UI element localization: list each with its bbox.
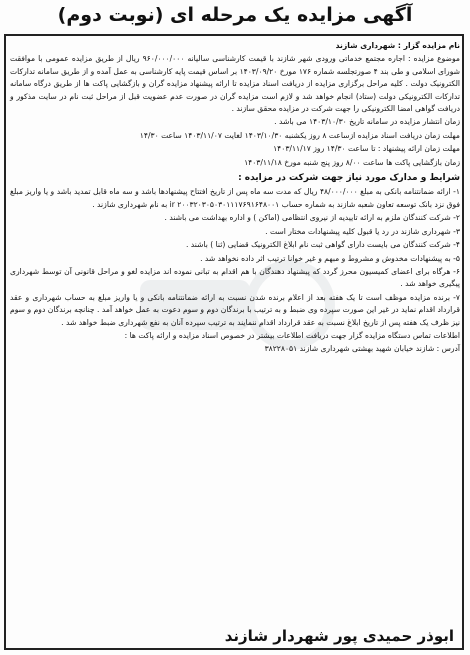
condition-item: ۳- شهرداری شازند در رد یا قبول کلیه پیشنهادات مختار است . xyxy=(265,226,460,236)
subject-paragraph: موضوع مزایده : اجاره مجتمع خدماتی ورودی شهر شازند با قیمت کارشناسی سالیانه ۹۶۰/۰۰۰/۰۰۰ ریال از طریق مزایده عمومی با موافقت شورای اسلامی و طی بند ۴ صورتجلسه شماره ۱۷۶ مورخ ۱۴۰۳/۰۹/۲۰ بر اساس قیمت پایه کارشناسی به عمل آمده و از طریق سامانه تدارکات الکترونیک دولت . کلیه مراحل برگزاری مزایده از دریافت اسناد مزایده تا ارائه پیشنهاد مزایده گران و بازگشایی پاکت ها از طریق درگاه سامانه تدارکات الکترونیکی دولت (ستاد) انجام خواهد شد و لازم است مزایده گران در صورت عدم عضویت قبل از مراحل ثبت نام در سایت مذکور و دریافت گواهی امضا الکترونیکی را جهت شرکت در مزایده محقق سازند . xyxy=(10,54,461,114)
conditions-heading: شرایط و مدارک مورد نیاز جهت شرکت در مزایده : xyxy=(238,173,460,184)
condition-item: ۶- هرگاه برای اعضای کمیسیون محرز گردد که پیشنهاد دهندگان با هم اقدام به تبانی نموده اند مزایده لغو و مراحل قانونی آن توسط شهرداری پیگیری خواهد شد . xyxy=(10,266,460,289)
condition-item: ۱- ارائه ضمانتنامه بانکی به مبلغ ۴۸/۰۰۰/۰۰۰ ریال که مدت سه ماه پس از تاریخ افتتاح پیشنهادها باشد و سه ماه قابل تمدید باشد و یا واریز مبلغ فوق نزد بانک توسعه تعاون شعبه شازند به شماره حساب ir ۲۰۰۳۲۰۳۰۵۰۳۰۱۱۱۷۶۹۱۶۴۸۰۰۱ به نام شهرداری شازند . xyxy=(10,187,460,209)
announcement-body xyxy=(10,40,460,357)
contact-line: اطلاعات تماس دستگاه مزایده گزار جهت دریافت اطلاعات بیشتر در خصوص اسناد مزایده و ارائه پاکت ها : xyxy=(124,330,460,340)
condition-item: ۴- شرکت کنندگان می بایست دارای گواهی ثبت نام ابلاغ الکترونیک قضایی (ثنا ) باشند . xyxy=(185,240,460,250)
address-line: آدرس : شازند خیابان شهید بهشتی شهرداری شازند ۳۸۲۲۸۰۵۱ xyxy=(264,344,460,354)
offer-deadline-line: مهلت زمان ارائه پیشنهاد : تا ساعت ۱۴/۳۰ روز ۱۴۰۳/۱۱/۱۷ xyxy=(273,144,460,154)
condition-item: ۲- شرکت کنندگان ملزم به ارائه تاییدیه از نیروی انتظامی (اماکن ) و اداره بهداشت می باشند . xyxy=(164,213,460,223)
page-title: آگهی مزایده یک مرحله ای (نوبت دوم) xyxy=(57,4,413,26)
publish-date-line: زمان انتشار مزایده در سامانه تاریخ ۱۴۰۳/۱۰/۳۰ می باشد . xyxy=(274,117,460,127)
opening-date-line: زمان بازگشایی پاکت ها ساعت ۸/۰۰ روز پنج شنبه مورخ ۱۴۰۳/۱۱/۱۸ xyxy=(244,157,460,167)
condition-item: ۵- به پیشنهادات مخدوش و مشروط و مبهم و غیر خوانا ترتیب اثر داده نخواهد شد . xyxy=(200,253,460,263)
condition-item: ۷- برنده مزایده موظف است تا یک هفته بعد از اعلام برنده شدن نسبت به ارائه ضمانتنامه بانکی و یا واریز مبلغ به حساب شهرداری و عقد قرارداد اقدام نماید در غیر این صورت سپرده وی ضبط و به ترتیب با برندگان دوم و سوم دعوت به عمل خواهد آمد . چنانچه برندگان دوم و سوم نیز ظرف یک هفته پس از تاریخ ابلاغ نسبت به عقد قرارداد اقدام ننمایند به ترتیب سپرده آنان به نفع شهرداری ضبط خواهد شد . xyxy=(10,292,460,327)
organizer-line: نام مزایده گزار : شهرداری شازند xyxy=(335,41,460,50)
signature-name: ابوذر حمیدی پور شهردار شازند xyxy=(224,627,454,645)
docs-deadline-line: مهلت زمان دریافت اسناد مزایده ازساعت ۸ روز یکشنبه ۱۴۰۳/۱۰/۳۰ لغایت ۱۴۰۳/۱۱/۰۷ ساعت ۱۴/۳۰ xyxy=(139,130,460,140)
